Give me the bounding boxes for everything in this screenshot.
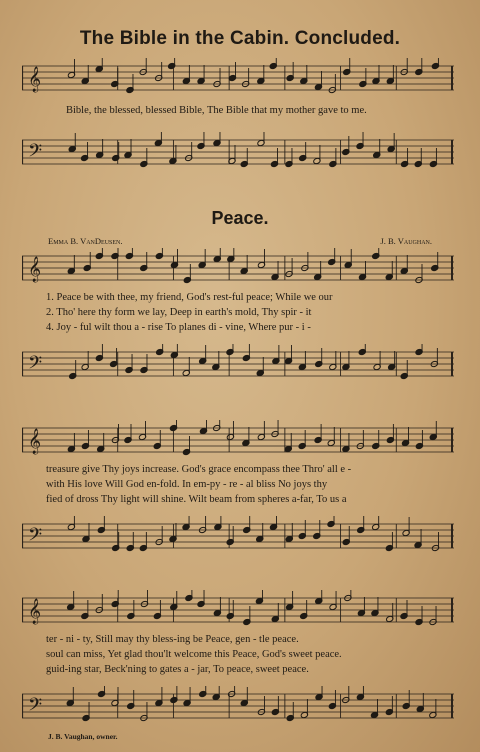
- music-system-3: [22, 420, 454, 560]
- treble-staff: [22, 58, 454, 98]
- lyric-verse-2: with His love Will God en-fold. In em-py - re - al bliss No joys thy: [46, 479, 328, 490]
- lyric-verse-2: 2. Tho' here thy form we lay, Deep in earth's mold, Thy spir - it: [46, 307, 312, 318]
- music-system-1: [22, 58, 454, 170]
- bass-staff: [22, 516, 454, 556]
- lyric-verse-2: soul can miss, Yet glad thou'lt welcome this Peace, God's sweet peace.: [46, 649, 342, 660]
- music-system-2: [22, 248, 454, 388]
- treble-clef-icon: 𝄞: [28, 67, 42, 92]
- treble-staff: [22, 248, 454, 288]
- bass-clef-icon: 𝄢: [28, 695, 43, 720]
- bass-staff: [22, 686, 454, 726]
- hymn-title-bible-in-the-cabin: The Bible in the Cabin. Concluded.: [79, 28, 401, 49]
- copyright-footer: J. B. Vaughan, owner.: [48, 732, 118, 741]
- lyric-verse-1: treasure give Thy joys increase. God's grace encompass thee Thro' all e -: [46, 464, 352, 475]
- lyric-verse-1: ter - ni - ty, Still may thy bless-ing be Peace, gen - tle peace.: [46, 634, 299, 645]
- treble-clef-icon: 𝄞: [28, 257, 42, 282]
- bass-staff: [22, 344, 454, 384]
- lyric-verse-4: fied of dross Thy light will shine. Wilt beam from spheres a-far, To us a: [46, 494, 347, 505]
- treble-staff: [22, 420, 454, 460]
- bass-clef-icon: 𝄢: [28, 141, 43, 166]
- lyric-verse-4: guid-ing star, Beck'ning to gates a - jar, To peace, sweet peace.: [46, 664, 309, 675]
- lyric-verse-4: 4. Joy - ful wilt thou a - rise To planes di - vine, Where pur - i -: [46, 322, 311, 333]
- author-credit: Emma B. VanDeusen.: [48, 236, 123, 246]
- bass-clef-icon: 𝄢: [28, 525, 43, 550]
- music-system-4: [22, 590, 454, 730]
- lyric-line: Bible, the blessed, blessed Bible, The Bible that my mother gave to me.: [66, 105, 367, 116]
- treble-staff: [22, 590, 454, 630]
- bass-clef-icon: 𝄢: [28, 353, 43, 378]
- treble-clef-icon: 𝄞: [28, 599, 42, 624]
- composer-credit: J. B. Vaughan.: [380, 236, 432, 246]
- lyric-verse-1: 1. Peace be with thee, my friend, God's rest-ful peace; While we our: [46, 292, 333, 303]
- bass-staff: [22, 132, 454, 172]
- hymn-title-peace: Peace.: [211, 208, 269, 228]
- treble-clef-icon: 𝄞: [28, 429, 42, 454]
